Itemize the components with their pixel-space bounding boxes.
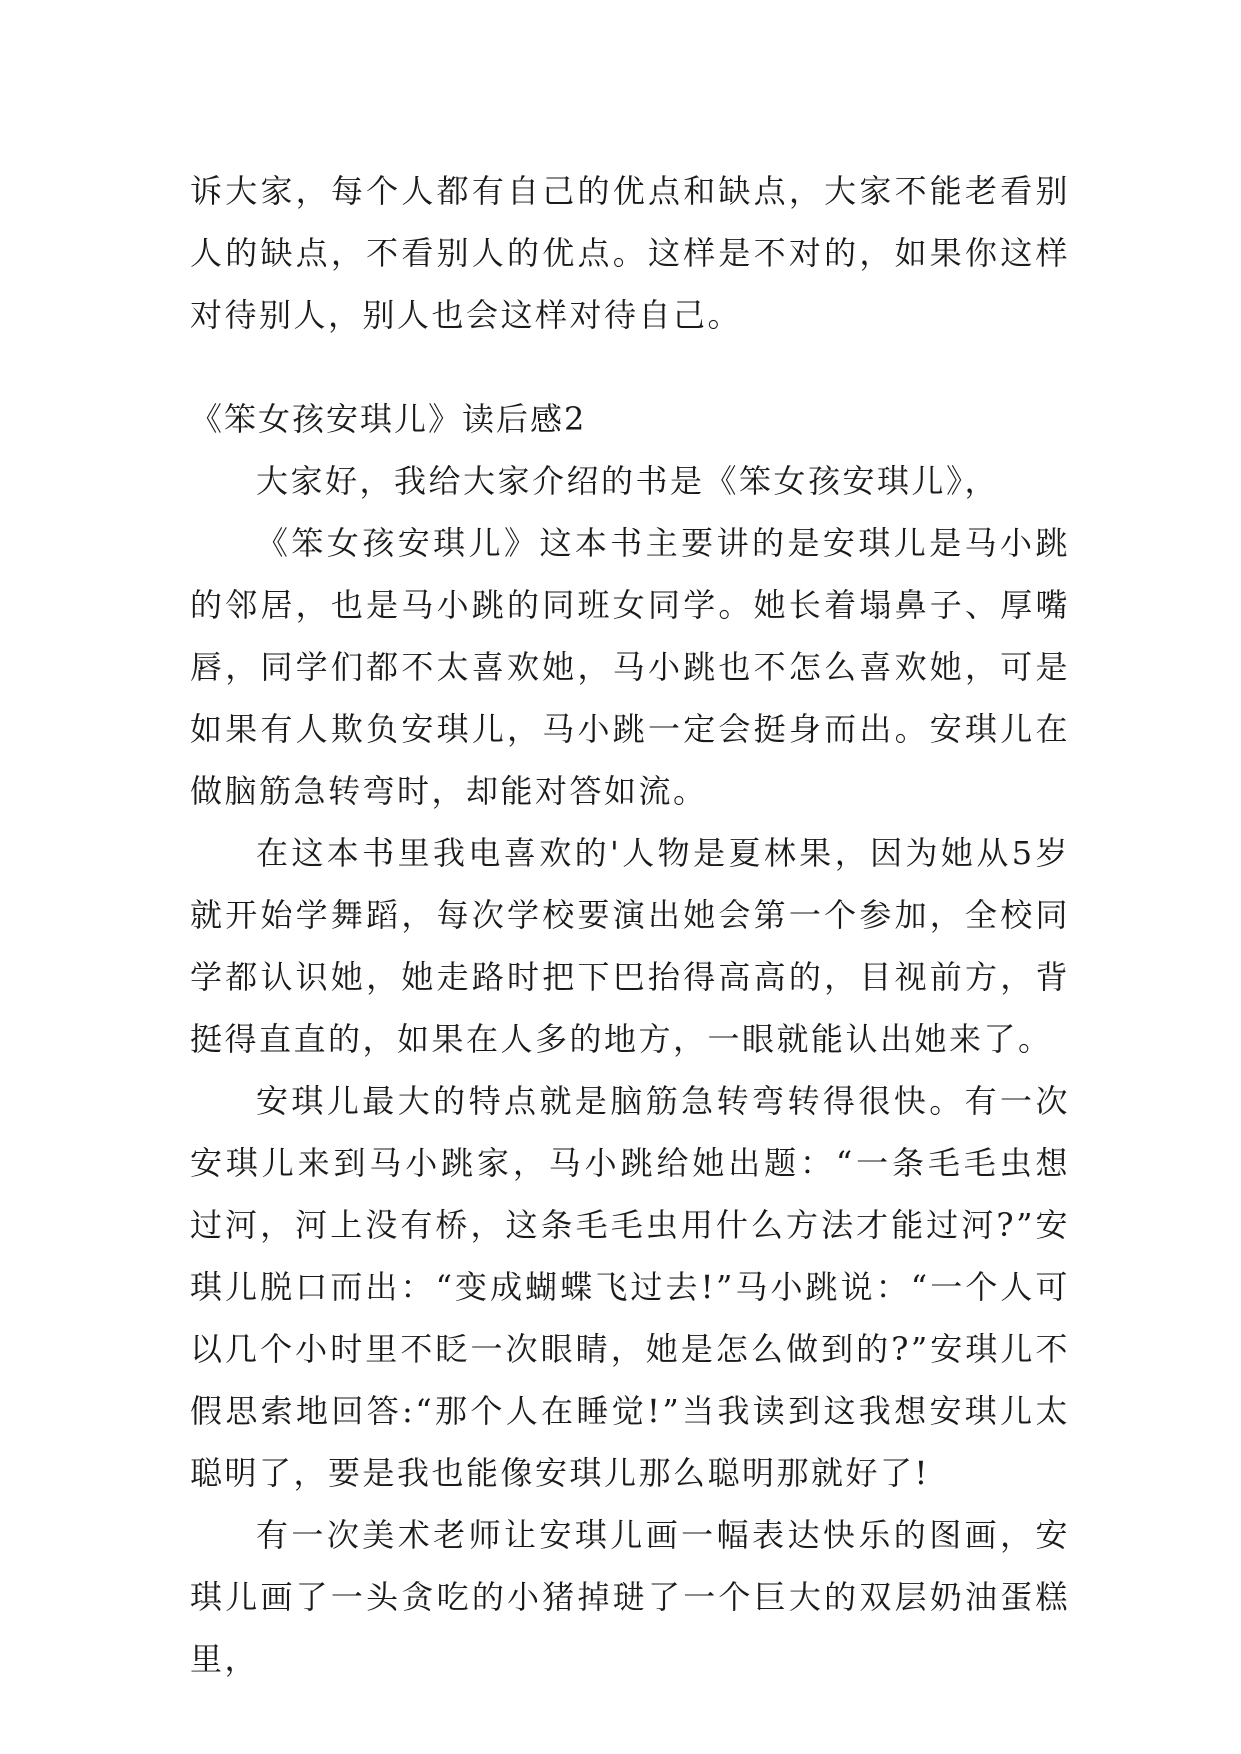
document-body (190, 160, 1070, 1690)
paragraph-riddles: 安琪儿最大的特点就是脑筋急转弯转得很快。有一次安琪儿来到马小跳家，马小跳给她出题：“一条毛毛虫想过河，河上没有桥，这条毛毛虫用什么方法才能过河?”安琪儿脱口而出：“变成蝴蝶飞过去!”马小跳说：“一个人可以几个小时里不眨一次眼睛，她是怎么做到的?”安琪儿不假思索地回答:“那个人在睡觉!”当我读到这我想安琪儿太聪明了，要是我也能像安琪儿那么聪明那就好了! (190, 1082, 1070, 1492)
section-heading: 《笨女孩安琪儿》读后感2 (190, 400, 587, 438)
paragraph-summary: 《笨女孩安琪儿》这本书主要讲的是安琪儿是马小跳的邻居，也是马小跳的同班女同学。她长着塌鼻子、厚嘴唇，同学们都不太喜欢她，马小跳也不怎么喜欢她，可是如果有人欺负安琪儿，马小跳一定会挺身而出。安琪儿在做脑筋急转弯时，却能对答如流。 (190, 524, 1070, 810)
paragraph-art-class: 有一次美术老师让安琪儿画一幅表达快乐的图画，安琪儿画了一头贪吃的小猪掉琎了一个巨大的双层奶油蛋糕里， (190, 1516, 1070, 1678)
paragraph-intro: 大家好，我给大家介绍的书是《笨女孩安琪儿》， (256, 462, 1000, 500)
continuation-paragraph: 诉大家，每个人都有自己的优点和缺点，大家不能老看别人的缺点，不看别人的优点。这样是不对的，如果你这样对待别人，别人也会这样对待自己。 (190, 172, 1070, 334)
paragraph-favorite-character: 在这本书里我电喜欢的'人物是夏林果，因为她从5岁就开始学舞蹈，每次学校要演出她会第一个参加，全校同学都认识她，她走路时把下巴抬得高高的，目视前方，背挺得直直的，如果在人多的地方，一眼就能认出她来了。 (190, 834, 1070, 1058)
